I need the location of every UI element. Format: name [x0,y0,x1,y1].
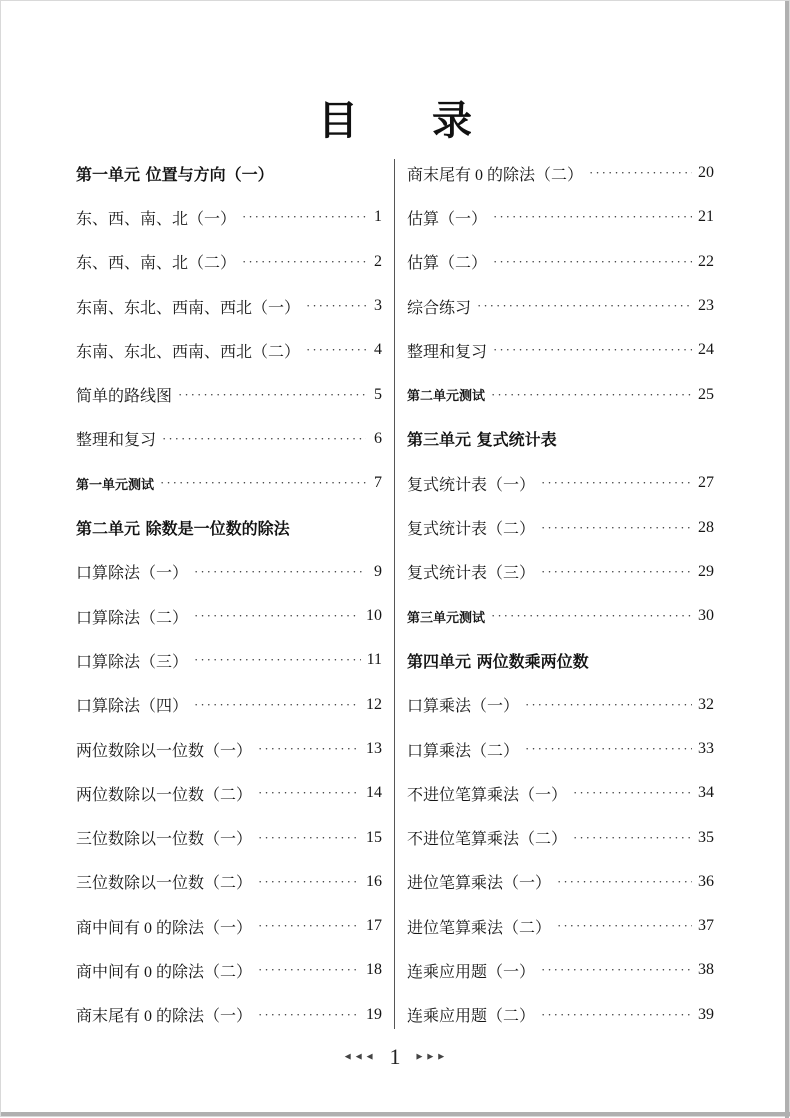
dot-leader [557,873,692,891]
dot-leader [194,696,360,714]
toc-entry-label: 口算除法（二） [76,609,189,627]
toc-entry-page-number: 34 [698,784,714,802]
toc-entry-page-number: 33 [698,740,714,757]
toc-entry-label: 第一单元测试 [76,477,155,493]
toc-entry-label: 估算（一） [407,210,488,228]
toc-entry-label: 东南、东北、西南、西北（二） [76,343,301,361]
toc-entry [76,860,382,904]
dot-leader [541,474,692,492]
toc-entry-label: 进位笔算乘法（一） [407,875,552,893]
toc-column-left [76,151,382,1037]
toc-entry-label: 整理和复习 [76,432,157,450]
toc-entry-page-number: 35 [698,828,714,846]
toc-entry-label: 三位数除以一位数（二） [76,875,253,893]
toc-entry [76,727,382,771]
toc-entry [407,815,714,859]
toc-entry [76,284,382,328]
toc-entry-label: 连乘应用题（二） [407,1008,536,1026]
toc-entry-page-number: 38 [698,961,714,979]
dot-leader [258,784,360,802]
toc-entry [76,683,382,727]
dot-leader [258,829,360,847]
toc-entry-label: 连乘应用题（一） [407,963,536,981]
page-footer [1,1044,789,1070]
toc-entry [407,727,714,771]
toc-entry-page-number: 25 [698,385,714,403]
toc-entry-label: 商中间有 0 的除法（二） [76,963,253,981]
toc-entry-label: 复式统计表（二） [407,521,536,539]
toc-entry-page-number: 27 [698,474,714,492]
toc-entry [76,948,382,992]
dot-leader [258,873,360,891]
toc-entry-label: 复式统计表（三） [407,565,536,583]
toc-entry-page-number: 32 [698,695,714,713]
dot-leader [194,651,361,669]
toc-entry-page-number: 11 [366,651,382,669]
toc-entry [76,417,382,461]
dot-leader [160,474,366,492]
dot-leader [178,386,366,404]
unit-heading-label: 第一单元 位置与方向（一） [76,164,274,184]
unit-heading-label: 第四单元 两位数乘两位数 [407,651,589,671]
dot-leader [242,253,366,271]
toc-entry [407,328,714,372]
dot-leader [493,253,692,271]
toc-entry [407,904,714,948]
unit-heading [76,151,382,195]
toc-entry-page-number: 13 [366,740,382,757]
toc-entry-label: 东、西、南、北（一） [76,210,237,228]
toc-entry-label: 口算除法（三） [76,653,189,671]
toc-entry-page-number: 18 [366,961,382,979]
toc-entry [76,904,382,948]
toc-entry [407,860,714,904]
toc-entry-label: 口算乘法（一） [407,698,520,716]
toc-entry-page-number: 16 [366,872,382,890]
toc-entry-label: 估算（二） [407,255,488,273]
dot-leader [477,297,692,315]
toc-entry [76,815,382,859]
toc-entry-label: 复式统计表（一） [407,476,536,494]
toc-entry-page-number: 37 [698,917,714,935]
dot-leader [541,519,692,537]
toc-entry-page-number: 29 [698,562,714,580]
toc-entry-page-number: 4 [374,341,382,359]
dot-leader [541,563,692,581]
toc-entry-label: 两位数除以一位数（二） [76,786,253,804]
toc-entry [407,284,714,328]
toc-column-right [407,151,714,1037]
toc-entry [407,993,714,1037]
toc-entry-page-number: 14 [366,784,382,802]
toc-entry-label: 第二单元测试 [407,389,486,405]
toc-entry-label: 进位笔算乘法（二） [407,919,552,937]
toc-entry-page-number: 22 [698,252,714,270]
dot-leader [306,297,366,315]
toc-test-entry [76,461,382,505]
dot-leader [557,917,692,935]
unit-heading [407,417,714,461]
toc-entry-page-number: 24 [698,341,714,359]
toc-entry [76,240,382,284]
toc-entry [407,240,714,284]
toc-entry [407,195,714,239]
toc-entry [407,683,714,727]
toc-entry [407,550,714,594]
dot-leader [493,208,692,226]
toc-entry [76,328,382,372]
toc-entry-page-number: 39 [698,1005,714,1023]
toc-entry [407,948,714,992]
toc-test-entry [407,372,714,416]
toc-entry-label: 不进位笔算乘法（二） [407,831,568,849]
toc-entry-page-number: 6 [374,429,382,447]
dot-leader [258,917,360,935]
toc-entry [76,594,382,638]
toc-entry [407,461,714,505]
toc-entry-page-number: 9 [374,562,382,580]
column-divider [394,159,395,1029]
dot-leader [573,784,692,802]
unit-heading-label: 第二单元 除数是一位数的除法 [76,519,290,539]
toc-entry-page-number: 1 [374,208,382,226]
toc-entry-page-number: 20 [698,164,714,182]
dot-leader [525,740,692,758]
toc-entry-label: 口算乘法（二） [407,742,520,760]
page-shadow-right [785,1,789,1118]
toc-entry-page-number: 19 [366,1005,382,1023]
footer-left-arrows: ◄◄◄ [342,1051,376,1063]
toc-entry [76,372,382,416]
toc-entry [407,505,714,549]
toc-entry-label: 整理和复习 [407,343,488,361]
toc-entry-label: 简单的路线图 [76,388,173,406]
toc-entry-page-number: 5 [374,385,382,403]
toc-entry-label: 东南、东北、西南、西北（一） [76,299,301,317]
toc-entry-label: 综合练习 [407,299,472,317]
dot-leader [258,1006,360,1024]
toc-entry-label: 第三单元测试 [407,610,486,626]
unit-heading-label: 第三单元 复式统计表 [407,430,557,450]
toc-entry [407,151,714,195]
toc-entry [76,771,382,815]
toc-entry-page-number: 12 [366,695,382,713]
toc-entry-page-number: 23 [698,297,714,315]
toc-entry-label: 东、西、南、北（二） [76,255,237,273]
toc-test-entry [407,594,714,638]
toc-entry [76,195,382,239]
toc-entry-label: 商末尾有 0 的除法（二） [407,166,584,184]
toc-entry [76,550,382,594]
toc-entry-page-number: 28 [698,518,714,536]
dot-leader [589,164,692,182]
dot-leader [491,607,692,625]
toc-entry [76,638,382,682]
toc-entry-page-number: 36 [698,872,714,890]
unit-heading [407,638,714,682]
dot-leader [242,208,366,226]
page-shadow-bottom [1,1112,790,1116]
toc-entry-label: 两位数除以一位数（一） [76,742,253,760]
dot-leader [525,696,692,714]
toc-entry [407,771,714,815]
unit-heading [76,505,382,549]
toc-entry-page-number: 15 [366,828,382,846]
dot-leader [258,961,360,979]
toc-entry-page-number: 30 [698,607,714,625]
toc-entry-label: 口算除法（四） [76,698,189,716]
footer-page-number: 1 [389,1044,401,1069]
toc-entry [76,993,382,1037]
footer-right-arrows: ►►► [414,1051,448,1063]
toc-entry-label: 商中间有 0 的除法（一） [76,919,253,937]
toc-entry-page-number: 17 [366,917,382,935]
dot-leader [194,563,366,581]
dot-leader [541,961,692,979]
dot-leader [493,341,692,359]
dot-leader [573,829,692,847]
dot-leader [541,1006,692,1024]
dot-leader [491,386,692,404]
toc-entry-label: 三位数除以一位数（一） [76,831,253,849]
toc-entry-label: 不进位笔算乘法（一） [407,786,568,804]
dot-leader [306,341,366,359]
toc-entry-page-number: 7 [374,474,382,492]
toc-entry-label: 口算除法（一） [76,565,189,583]
dot-leader [194,607,360,625]
dot-leader [258,740,360,758]
toc-entry-page-number: 10 [366,607,382,625]
toc-entry-page-number: 3 [374,297,382,315]
toc-entry-page-number: 2 [374,252,382,270]
page-title: 目 录 [318,98,502,144]
dot-leader [162,430,366,448]
toc-entry-page-number: 21 [698,208,714,226]
toc-entry-label: 商末尾有 0 的除法（一） [76,1008,253,1026]
